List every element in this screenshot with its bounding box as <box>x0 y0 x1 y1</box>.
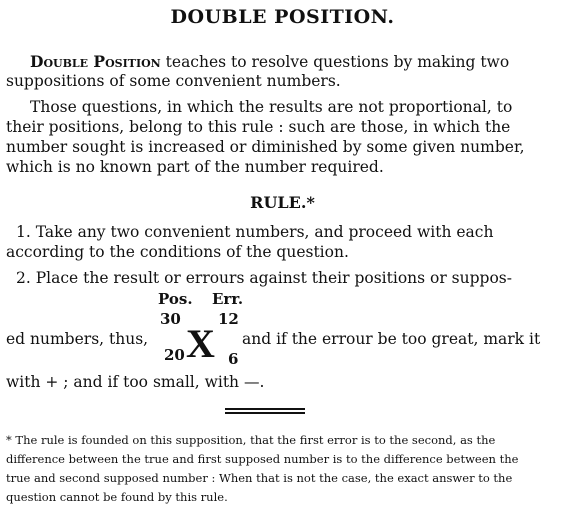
diagram-pos-top: 30 <box>160 310 181 328</box>
diagram-pos-bottom: 20 <box>164 346 185 364</box>
footnote-line-4: question cannot be found by this rule. <box>6 490 228 504</box>
footnote-line-3: true and second supposed number : When that is not the case, the exact answer to the <box>6 471 513 485</box>
intro-line-1-text: teaches to resolve questions by making two <box>160 53 510 71</box>
rule-2-line-1: 2. Place the result or errours against their positions or suppos- <box>16 269 512 287</box>
rule-2-line-3: with + ; and if too small, with —. <box>6 373 265 391</box>
diagram-err-label: Err. <box>212 290 244 308</box>
para2-line-3: number sought is increased or diminished by some given number, <box>6 138 525 156</box>
intro-line-2: suppositions of some convenient numbers. <box>6 72 341 90</box>
page-title: DOUBLE POSITION. <box>170 6 395 28</box>
rule-1-line-1: 1. Take any two convenient numbers, and proceed with each <box>16 223 494 241</box>
rule-2-line-2-end: and if the errour be too great, mark it <box>242 330 541 348</box>
divider-top <box>225 408 305 410</box>
divider-bottom <box>225 412 305 414</box>
para2-line-2: their positions, belong to this rule : such are those, in which the <box>6 118 511 136</box>
intro-term: Double Position <box>30 52 161 71</box>
intro-line-1 <box>30 52 509 72</box>
diagram-err-bottom: 6 <box>228 350 239 368</box>
para2-line-4: which is no known part of the number required. <box>6 158 384 176</box>
footnote-line-1: * The rule is founded on this supposition, that the first error is to the second, as the <box>6 433 496 447</box>
rule-1-line-2: according to the conditions of the question. <box>6 243 349 261</box>
footnote-line-2: difference between the true and first supposed number is to the difference between the <box>6 452 519 466</box>
para2-line-1: Those questions, in which the results are not proportional, to <box>30 98 513 116</box>
diagram-cross: X <box>186 321 215 366</box>
rule-2-line-2-start: ed numbers, thus, <box>6 330 149 348</box>
diagram-err-top: 12 <box>218 310 239 328</box>
diagram-pos-label: Pos. <box>158 290 193 308</box>
rule-heading: RULE.* <box>250 193 315 212</box>
